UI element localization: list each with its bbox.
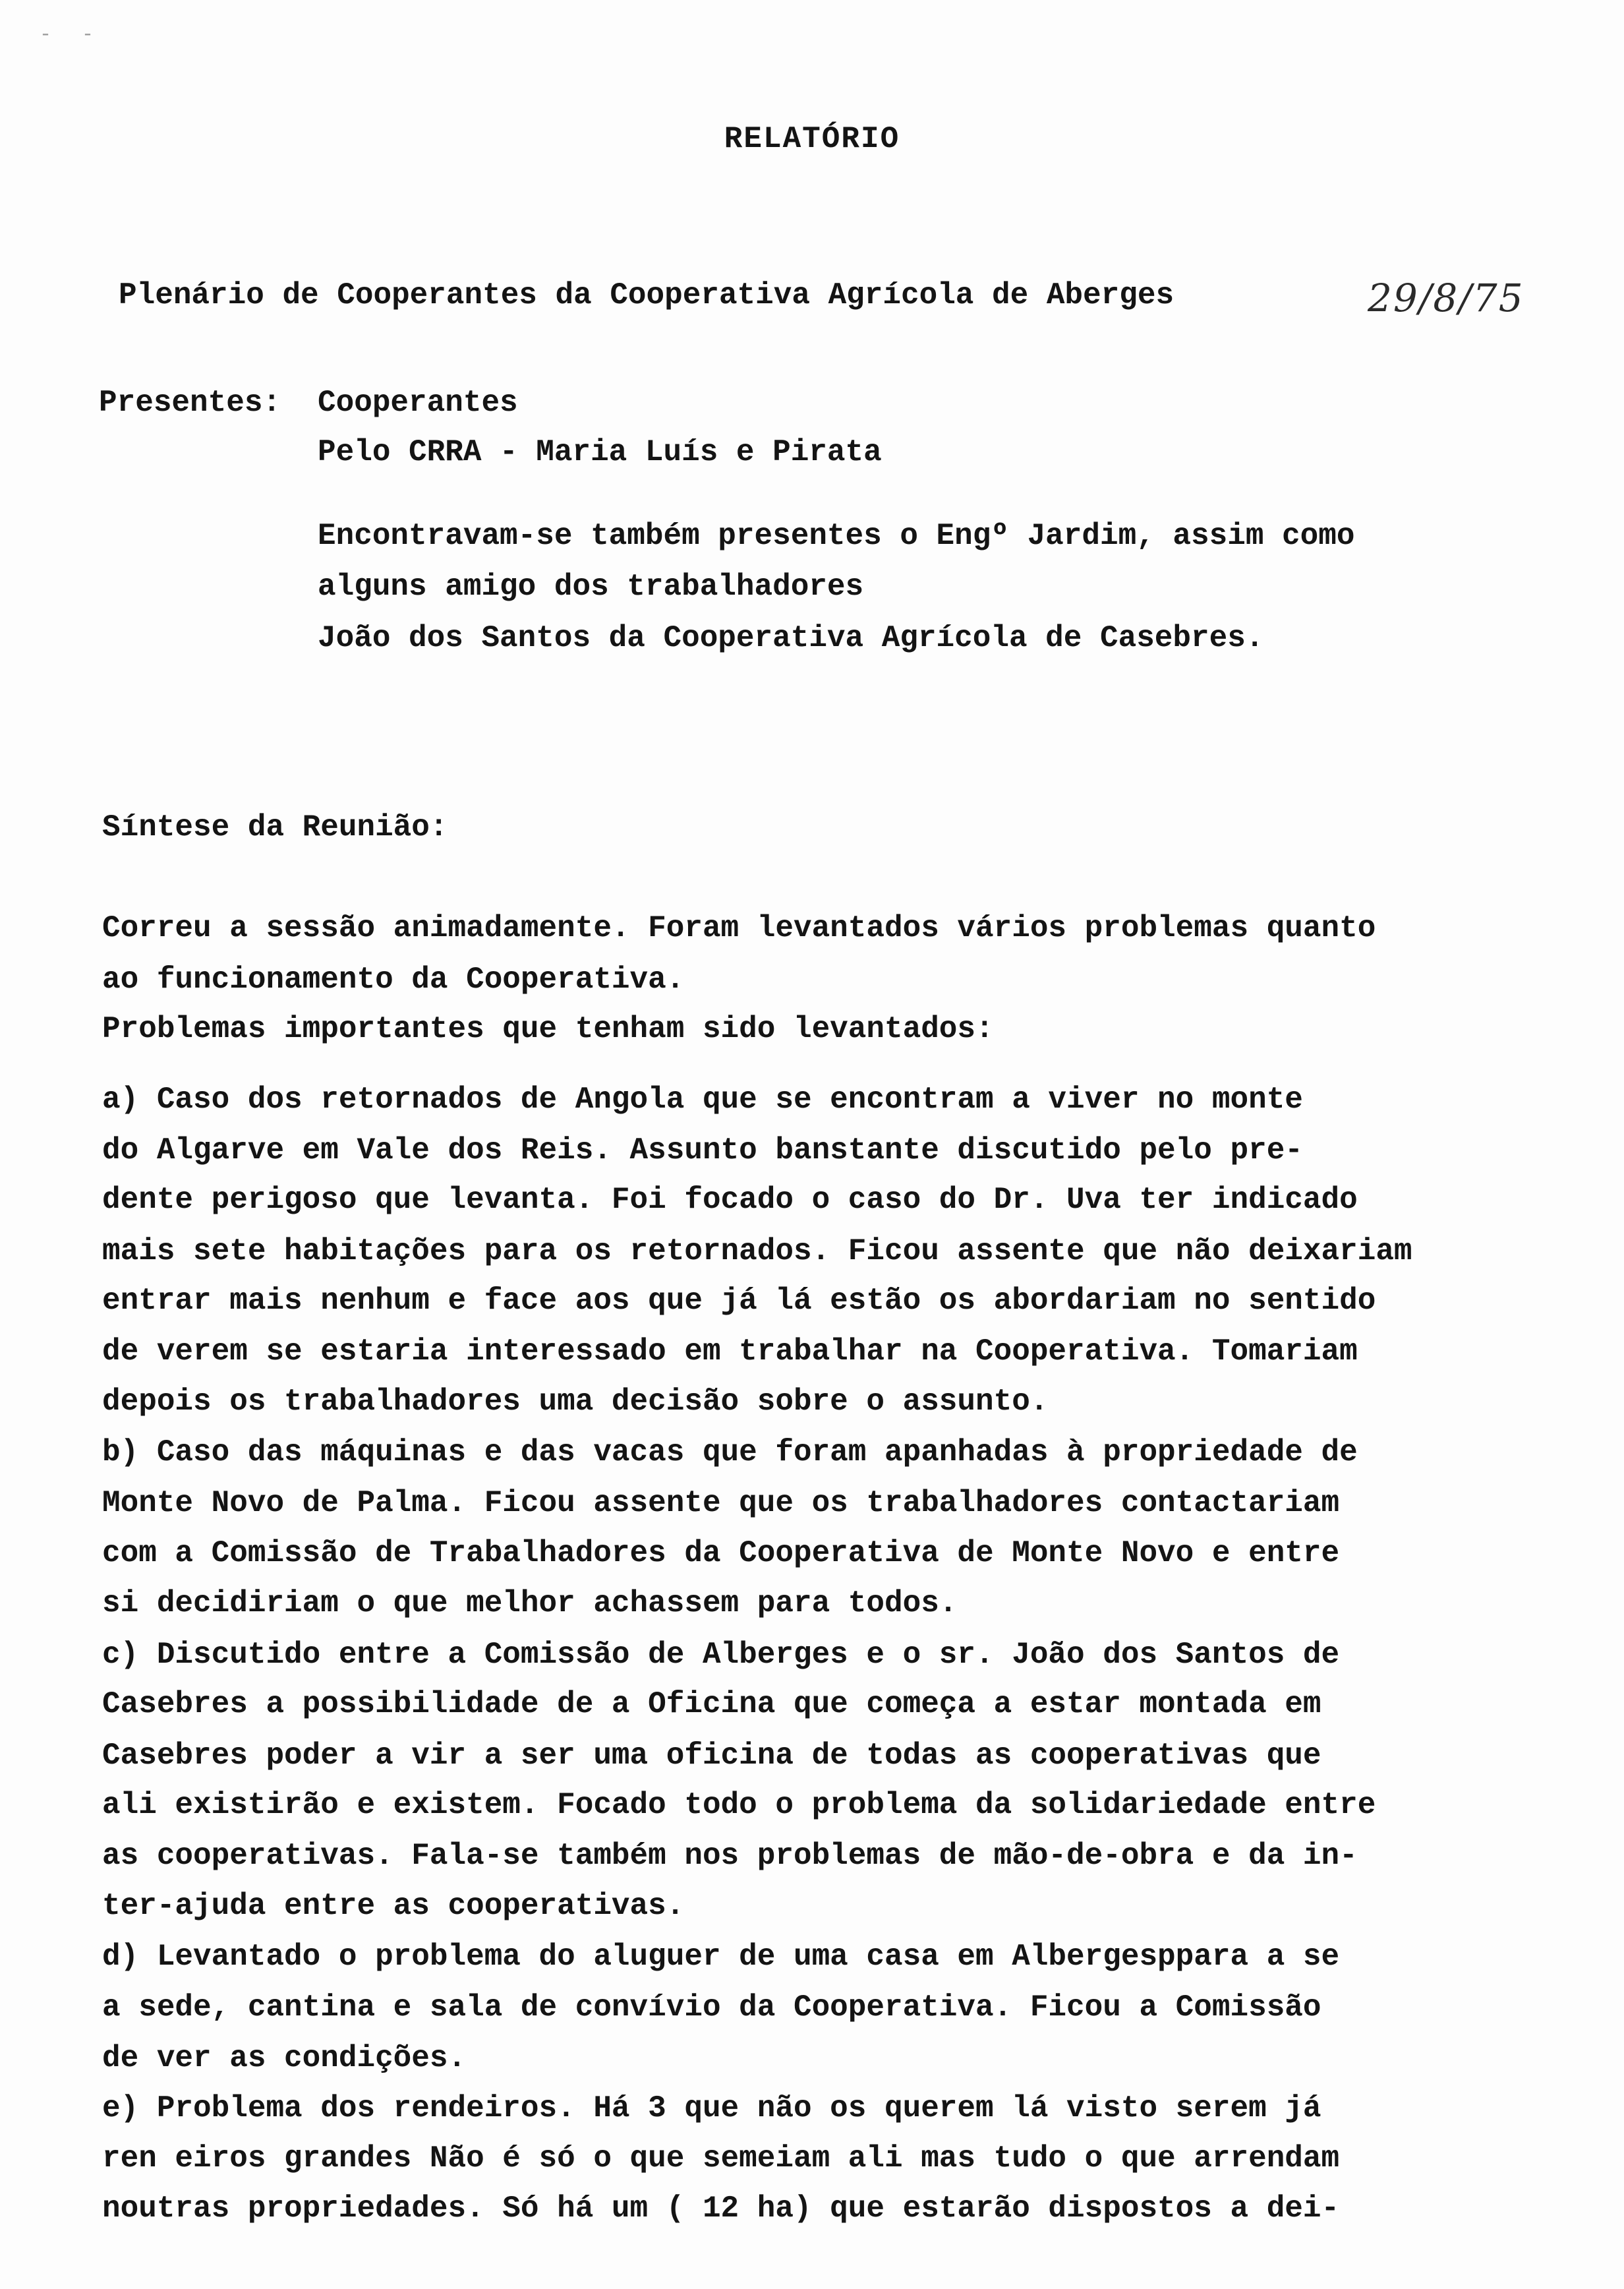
presentes-line-4: alguns amigo dos trabalhadores — [318, 570, 864, 604]
body-line: c) Discutido entre a Comissão de Alberges e o sr. João dos Santos de — [102, 1638, 1340, 1672]
body-line: dente perigoso que levanta. Foi focado o caso do Dr. Uva ter indicado — [102, 1183, 1358, 1217]
presentes-line-3: Encontravam-se também presentes o Engº Jardim, assim como — [318, 519, 1355, 553]
body-line: depois os trabalhadores uma decisão sobre o assunto. — [102, 1384, 1049, 1419]
body-line: noutras propriedades. Só há um ( 12 ha) que estarão dispostos a dei- — [102, 2191, 1340, 2226]
presentes-line-1: Cooperantes — [318, 386, 518, 420]
body-line: e) Problema dos rendeiros. Há 3 que não os querem lá visto serem já — [102, 2091, 1321, 2126]
body-line: de ver as condições. — [102, 2041, 467, 2075]
document-title: RELATÓRIO — [724, 122, 900, 156]
body-line: a sede, cantina e sala de convívio da Cooperativa. Ficou a Comissão — [102, 1990, 1321, 2025]
body-line: ali existirão e existem. Focado todo o problema da solidariedade entre — [102, 1788, 1376, 1822]
body-line: de verem se estaria interessado em trabalhar na Cooperativa. Tomariam — [102, 1334, 1358, 1369]
body-line: ter-ajuda entre as cooperativas. — [102, 1889, 685, 1923]
body-line: d) Levantado o problema do aluguer de uma casa em Albergesppara a se — [102, 1940, 1340, 1974]
body-line: do Algarve em Vale dos Reis. Assunto banstante discutido pelo pre- — [102, 1133, 1303, 1168]
body-line: ao funcionamento da Cooperativa. — [102, 963, 685, 997]
body-line: com a Comissão de Trabalhadores da Cooperativa de Monte Novo e entre — [102, 1536, 1340, 1570]
header-line: Plenário de Cooperantes da Cooperativa Agrícola de Aberges — [119, 278, 1174, 312]
body-line: Casebres poder a vir a ser uma oficina de todas as cooperativas que — [102, 1739, 1321, 1773]
body-line: mais sete habitações para os retornados. Ficou assente que não deixariam — [102, 1234, 1412, 1268]
sintese-heading: Síntese da Reunião: — [102, 810, 448, 845]
body-line: ren eiros grandes Não é só o que semeiam ali mas tudo o que arrendam — [102, 2141, 1340, 2176]
body-line: si decidiriam o que melhor achassem para todos. — [102, 1586, 958, 1620]
body-line: a) Caso dos retornados de Angola que se encontram a viver no monte — [102, 1083, 1303, 1117]
body-line: b) Caso das máquinas e das vacas que foram apanhadas à propriedade de — [102, 1435, 1358, 1470]
presentes-label: Presentes: — [99, 386, 281, 420]
body-line: as cooperativas. Fala-se também nos problemas de mão-de-obra e da in- — [102, 1839, 1358, 1873]
body-line: Monte Novo de Palma. Ficou assente que os trabalhadores contactariam — [102, 1486, 1340, 1520]
handwritten-date: 29/8/75 — [1368, 276, 1524, 320]
body-line: Problemas importantes que tenham sido levantados: — [102, 1012, 994, 1046]
presentes-line-5: João dos Santos da Cooperativa Agrícola de Casebres. — [318, 621, 1264, 655]
body-line: Casebres a possibilidade de a Oficina que começa a estar montada em — [102, 1687, 1321, 1721]
presentes-line-2: Pelo CRRA - Maria Luís e Pirata — [318, 435, 882, 469]
corner-mark: - - — [40, 24, 103, 46]
body-line: Correu a sessão animadamente. Foram levantados vários problemas quanto — [102, 911, 1376, 945]
body-line: entrar mais nenhum e face aos que já lá estão os abordariam no sentido — [102, 1284, 1376, 1318]
